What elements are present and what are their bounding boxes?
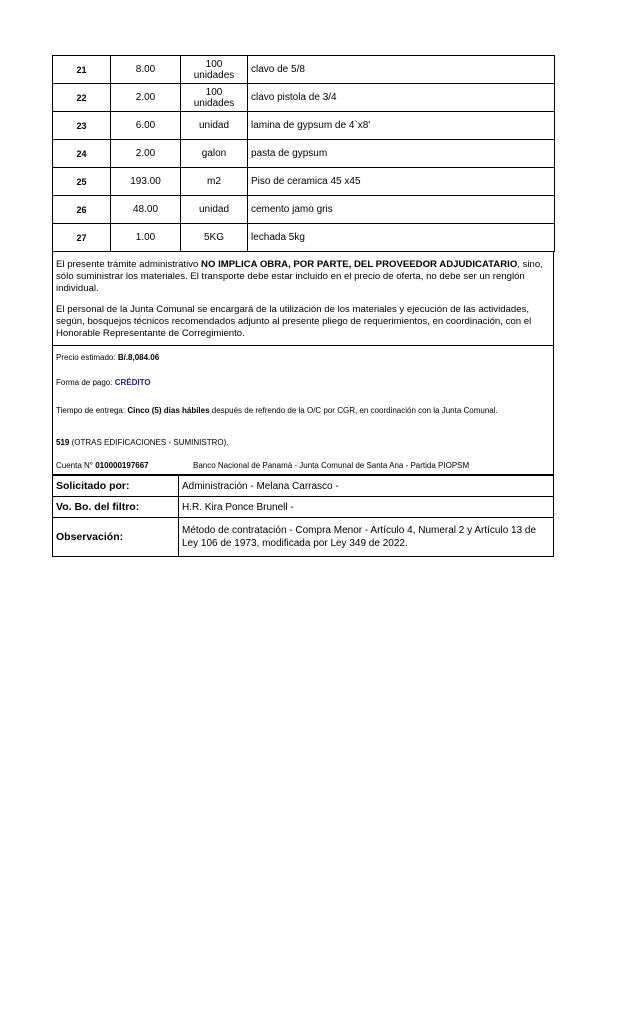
item-description: clavo de 5/8 xyxy=(248,56,555,84)
item-number: 26 xyxy=(53,196,111,224)
filter-approval-row xyxy=(53,497,554,518)
item-quantity: 6.00 xyxy=(111,112,181,140)
item-unit: 100 unidades xyxy=(181,84,248,112)
requested-by-value: Administración - Melana Carrasco - xyxy=(179,476,554,497)
item-description: Piso de ceramica 45 x45 xyxy=(248,168,555,196)
budget-line: 519 (OTRAS EDIFICACIONES - SUMINISTRO). xyxy=(56,438,229,447)
info-section xyxy=(52,346,554,475)
table-row xyxy=(53,140,555,168)
item-number: 22 xyxy=(53,84,111,112)
filter-approval-value: H.R. Kira Ponce Brunell - xyxy=(179,497,554,518)
estimated-price: Precio estimado: B/.8,084.06 xyxy=(56,353,160,362)
table-row xyxy=(53,196,555,224)
item-unit: m2 xyxy=(181,168,248,196)
item-description: lechada 5kg xyxy=(248,224,555,252)
table-row xyxy=(53,56,555,84)
item-description: clavo pistola de 3/4 xyxy=(248,84,555,112)
notes-paragraph-1: El presente trámite administrativo NO IMPLICA OBRA, POR PARTE, DEL PROVEEDOR ADJUDICATARIO, sino, sólo suministrar los materiales. El transporte debe estar incluido en el precio de oferta, no debe ser un renglón individual. xyxy=(56,259,543,294)
item-unit: 100 unidades xyxy=(181,56,248,84)
requested-by-label: Solicitado por: xyxy=(53,476,179,497)
item-quantity: 193.00 xyxy=(111,168,181,196)
signoff-table xyxy=(52,475,554,557)
observation-value: Método de contratación - Compra Menor - Artículo 4, Numeral 2 y Artículo 13 de Ley 106 de 1973, modificada por Ley 349 de 2022. xyxy=(179,518,554,557)
table-row xyxy=(53,112,555,140)
delivery-time: Tiempo de entrega: Cinco (5) dias hábiles después de refrendo de la O/C por CGR, en coordinación con la Junta Comunal. xyxy=(56,406,498,415)
item-quantity: 2.00 xyxy=(111,84,181,112)
table-row xyxy=(53,168,555,196)
item-number: 23 xyxy=(53,112,111,140)
item-quantity: 48.00 xyxy=(111,196,181,224)
notes-paragraph-2: El personal de la Junta Comunal se encargará de la utilización de los materiales y ejecución de las actividades, según, bosquejos técnicos recomendados adjunto al presente pliego de requerimientos, en coordinación, con el Honorable Representante de Corregimiento. xyxy=(56,304,532,339)
table-row xyxy=(53,84,555,112)
table-row xyxy=(53,224,555,252)
item-description: pasta de gypsum xyxy=(248,140,555,168)
observation-label: Observación: xyxy=(53,518,179,557)
item-number: 27 xyxy=(53,224,111,252)
item-quantity: 1.00 xyxy=(111,224,181,252)
item-quantity: 8.00 xyxy=(111,56,181,84)
filter-approval-label: Vo. Bo. del filtro: xyxy=(53,497,179,518)
payment-method: Forma de pago: CRÉDITO xyxy=(56,378,151,387)
items-table xyxy=(52,55,555,252)
item-unit: unidad xyxy=(181,112,248,140)
account-line: Cuenta N° 010000197667 Banco Nacional de Panamá - Junta Comunal de Santa Ana - Partida PIOPSM xyxy=(56,461,470,470)
notes-emphasis: NO IMPLICA OBRA, POR PARTE, DEL PROVEEDOR ADJUDICATARIO xyxy=(201,259,518,270)
requirements-document xyxy=(52,55,554,557)
observation-row xyxy=(53,518,554,557)
item-unit: galon xyxy=(181,140,248,168)
requested-by-row xyxy=(53,476,554,497)
item-number: 21 xyxy=(53,56,111,84)
item-unit: 5KG xyxy=(181,224,248,252)
notes-section xyxy=(52,252,554,346)
payment-method-value: CRÉDITO xyxy=(114,378,151,387)
account-number: 010000197667 xyxy=(95,461,149,470)
item-number: 25 xyxy=(53,168,111,196)
item-quantity: 2.00 xyxy=(111,140,181,168)
bank-info: Banco Nacional de Panamá - Junta Comunal de Santa Ana - Partida PIOPSM xyxy=(193,461,470,470)
estimated-price-value: B/.8,084.06 xyxy=(117,353,160,362)
item-unit: unidad xyxy=(181,196,248,224)
item-description: lamina de gypsum de 4`x8' xyxy=(248,112,555,140)
item-description: cemento jamo gris xyxy=(248,196,555,224)
items-table-body xyxy=(53,56,555,252)
item-number: 24 xyxy=(53,140,111,168)
